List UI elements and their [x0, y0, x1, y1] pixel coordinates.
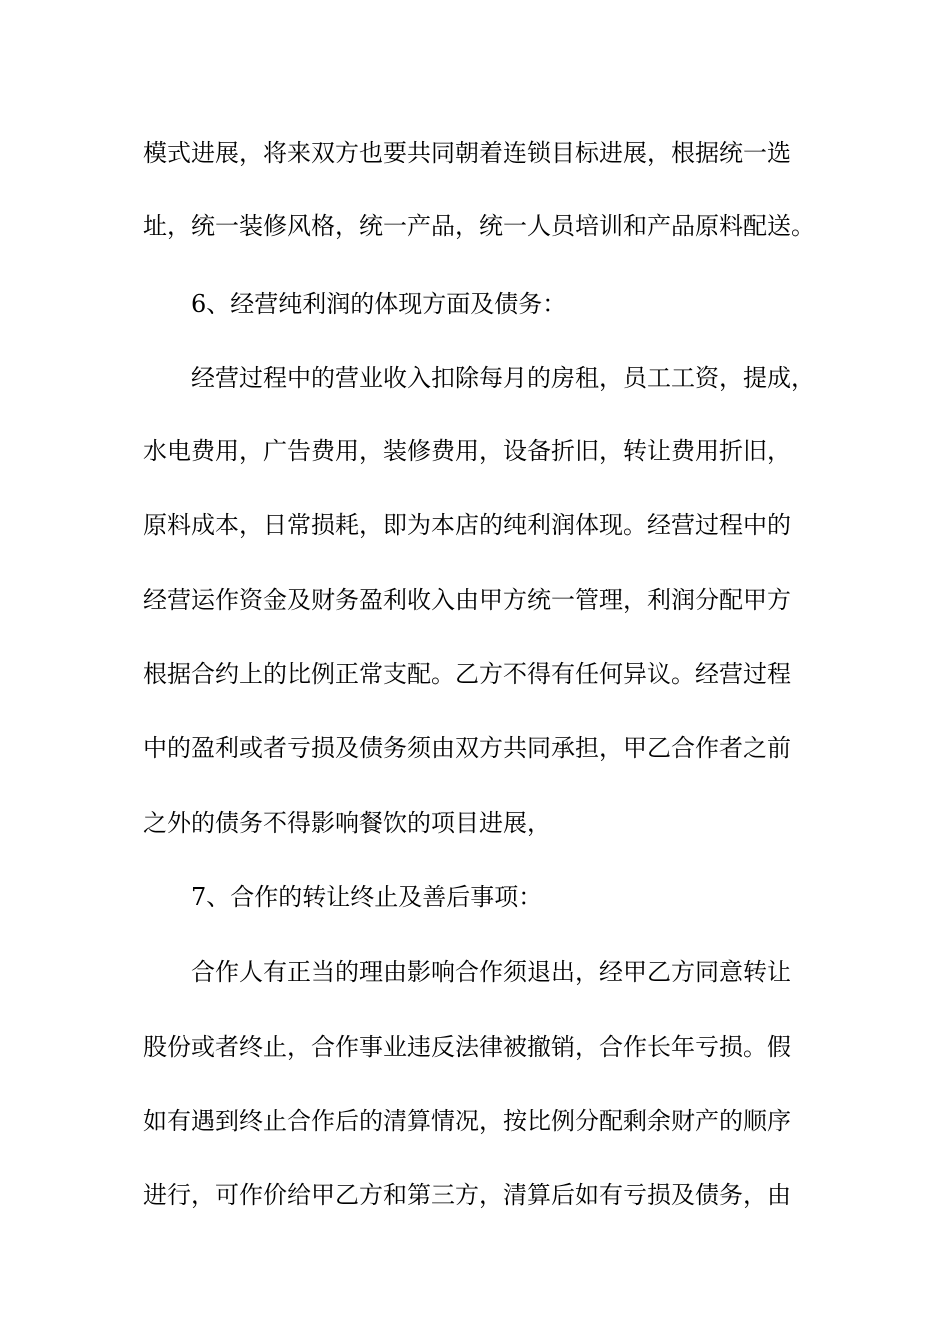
paragraph-line: 之外的债务不得影响餐饮的项目进展， [143, 809, 551, 837]
paragraph-line: 股份或者终止，合作事业违反法律被撤销，合作长年亏损。假 [143, 1033, 791, 1061]
paragraph-line: 水电费用，广告费用，装修费用，设备折旧，转让费用折旧， [143, 437, 791, 465]
paragraph-line: 合作人有正当的理由影响合作须退出，经甲乙方同意转让 [191, 958, 791, 986]
section-heading-7: 7、合作的转让终止及善后事项： [191, 883, 543, 911]
paragraph-line: 经营过程中的营业收入扣除每月的房租，员工工资，提成， [191, 364, 815, 392]
paragraph-line: 根据合约上的比例正常支配。乙方不得有任何异议。经营过程 [143, 660, 791, 688]
section-heading-6: 6、经营纯利润的体现方面及债务： [191, 290, 567, 318]
paragraph-line: 经营运作资金及财务盈利收入由甲方统一管理，利润分配甲方 [143, 586, 791, 614]
paragraph-line: 进行，可作价给甲乙方和第三方，清算后如有亏损及债务，由 [143, 1181, 791, 1209]
paragraph-line: 原料成本，日常损耗，即为本店的纯利润体现。经营过程中的 [143, 511, 791, 539]
paragraph-line: 模式进展，将来双方也要共同朝着连锁目标进展，根据统一选 [143, 139, 791, 167]
paragraph-line: 如有遇到终止合作后的清算情况，按比例分配剩余财产的顺序 [143, 1107, 791, 1135]
paragraph-line: 中的盈利或者亏损及债务须由双方共同承担，甲乙合作者之前 [143, 734, 791, 762]
paragraph-line: 址，统一装修风格，统一产品，统一人员培训和产品原料配送。 [143, 212, 815, 240]
